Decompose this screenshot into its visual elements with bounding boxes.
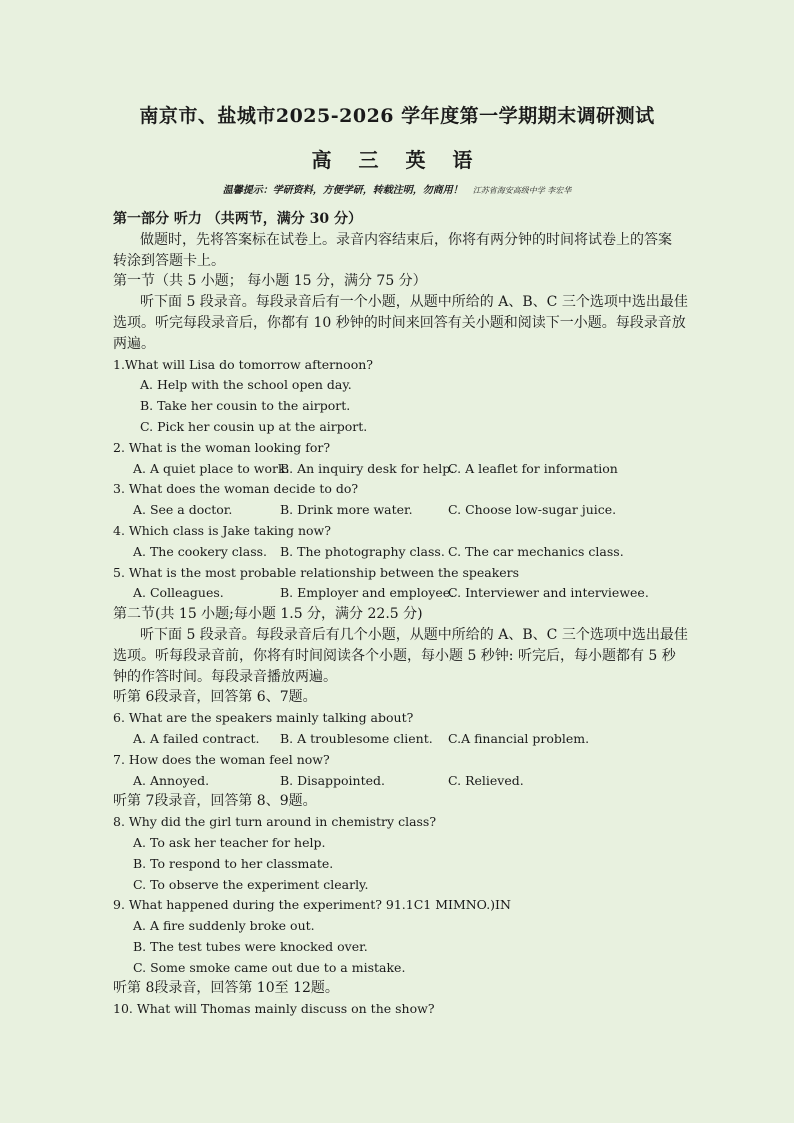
question-8: 8. Why did the girl turn around in chemistry class? — [113, 814, 437, 830]
q4-options — [113, 542, 683, 563]
q8-option-b: B. To respond to her classmate. — [133, 855, 334, 871]
q6-option-c: C.A financial problem. — [448, 730, 590, 746]
q2-option-c: C. A leaflet for information — [448, 460, 618, 476]
q8-option-c: C. To observe the experiment clearly. — [133, 876, 369, 892]
exam-content — [113, 209, 688, 1020]
q7-options — [113, 771, 683, 792]
segment-8-heading: 听第 8段录音，回答第 10至 12题。 — [113, 980, 339, 997]
segment-6-heading: 听第 6段录音，回答第 6、7题。 — [113, 689, 317, 706]
q7-option-c: C. Relieved. — [448, 772, 524, 788]
question-6: 6. What are the speakers mainly talking about? — [113, 710, 414, 726]
q3-option-c: C. Choose low-sugar juice. — [448, 502, 617, 518]
q1-option-c: C. Pick her cousin up at the airport. — [140, 418, 368, 434]
q3-options — [113, 500, 683, 521]
question-4: 4. Which class is Jake taking now? — [113, 522, 331, 538]
q1-option-a: A. Help with the school open day. — [140, 377, 352, 393]
question-2: 2. What is the woman looking for? — [113, 439, 331, 455]
q5-option-c: C. Interviewer and interviewee. — [448, 585, 649, 601]
section1-heading: 第一节（共 5 小题； 每小题 15 分，满分 75 分） — [113, 273, 427, 290]
tip-source: 江苏省海安高级中学 李宏华 — [472, 186, 572, 195]
q4-option-c: C. The car mechanics class. — [448, 543, 624, 559]
q7-option-b: B. Disappointed. — [280, 772, 385, 788]
q3-option-a: A. See a doctor. — [133, 502, 233, 518]
tip-line — [0, 181, 794, 196]
q4-option-a: A. The cookery class. — [133, 543, 268, 559]
q2-option-b: B. An inquiry desk for help. — [280, 460, 455, 476]
q6-option-b: B. A troublesome client. — [280, 730, 433, 746]
section2-instructions-cont: 选项。听每段录音前，你将有时间阅读各个小题，每小题 5 秒钟: 听完后，每小题都有 5 秒 — [113, 647, 676, 664]
question-1: 1.What will Lisa do tomorrow afternoon? — [113, 356, 373, 372]
q2-option-a: A. A quiet place to work. — [133, 460, 290, 476]
question-3: 3. What does the woman decide to do? — [113, 481, 359, 497]
q9-option-b: B. The test tubes were knocked over. — [133, 938, 368, 954]
question-9: 9. What happened during the experiment? 91.1C1 MIMNO.)IN — [113, 897, 511, 913]
page-title: 南京市、盐城市2025-2026 学年度第一学期期末调研测试 — [139, 105, 655, 127]
q5-option-b: B. Employer and employee. — [280, 585, 455, 601]
q5-options — [113, 583, 683, 604]
q7-option-a: A. Annoyed. — [133, 772, 210, 788]
section2-heading: 第二节(共 15 小题;每小题 1.5 分，满分 22.5 分) — [113, 606, 423, 623]
tip-text: 温馨提示：学研资料，方便学研，转载注明，勿商用！ — [222, 185, 463, 196]
q8-option-a: A. To ask her teacher for help. — [133, 834, 326, 850]
section2-instructions-end: 钟的作答时间。每段录音播放两遍。 — [113, 668, 337, 685]
question-7: 7. How does the woman feel now? — [113, 751, 330, 767]
part1-intro-cont: 转涂到答题卡上。 — [113, 252, 225, 269]
q6-option-a: A. A failed contract. — [133, 730, 260, 746]
q1-option-b: B. Take her cousin to the airport. — [140, 398, 351, 414]
question-10: 10. What will Thomas mainly discuss on the show? — [113, 1001, 435, 1017]
part1-intro: 做题时，先将答案标在试卷上。录音内容结束后，你将有两分钟的时间将试卷上的答案 — [140, 231, 672, 248]
q3-option-b: B. Drink more water. — [280, 502, 413, 518]
q6-options — [113, 729, 683, 750]
section2-instructions: 听下面 5 段录音。每段录音后有几个小题，从题中所给的 A、B、C 三个选项中选出最佳 — [140, 626, 688, 643]
q4-option-b: B. The photography class. — [280, 543, 445, 559]
q5-option-a: A. Colleagues. — [133, 585, 224, 601]
q9-option-a: A. A fire suddenly broke out. — [133, 918, 315, 934]
section1-instructions: 听下面 5 段录音。每段录音后有一个小题，从题中所给的 A、B、C 三个选项中选出最佳 — [140, 294, 688, 311]
q9-option-c: C. Some smoke came out due to a mistake. — [133, 959, 406, 975]
segment-7-heading: 听第 7段录音，回答第 8、9题。 — [113, 793, 317, 810]
section1-instructions-end: 两遍。 — [113, 335, 155, 352]
section1-instructions-cont: 选项。听完每段录音后，你都有 10 秒钟的时间来回答有关小题和阅读下一小题。每段录音放 — [113, 314, 686, 331]
page-subtitle: 高 三 英 语 — [311, 148, 483, 172]
part1-heading: 第一部分 听力 （共两节，满分 30 分） — [113, 211, 362, 227]
question-5: 5. What is the most probable relationship between the speakers — [113, 564, 520, 580]
q2-options — [113, 459, 683, 480]
